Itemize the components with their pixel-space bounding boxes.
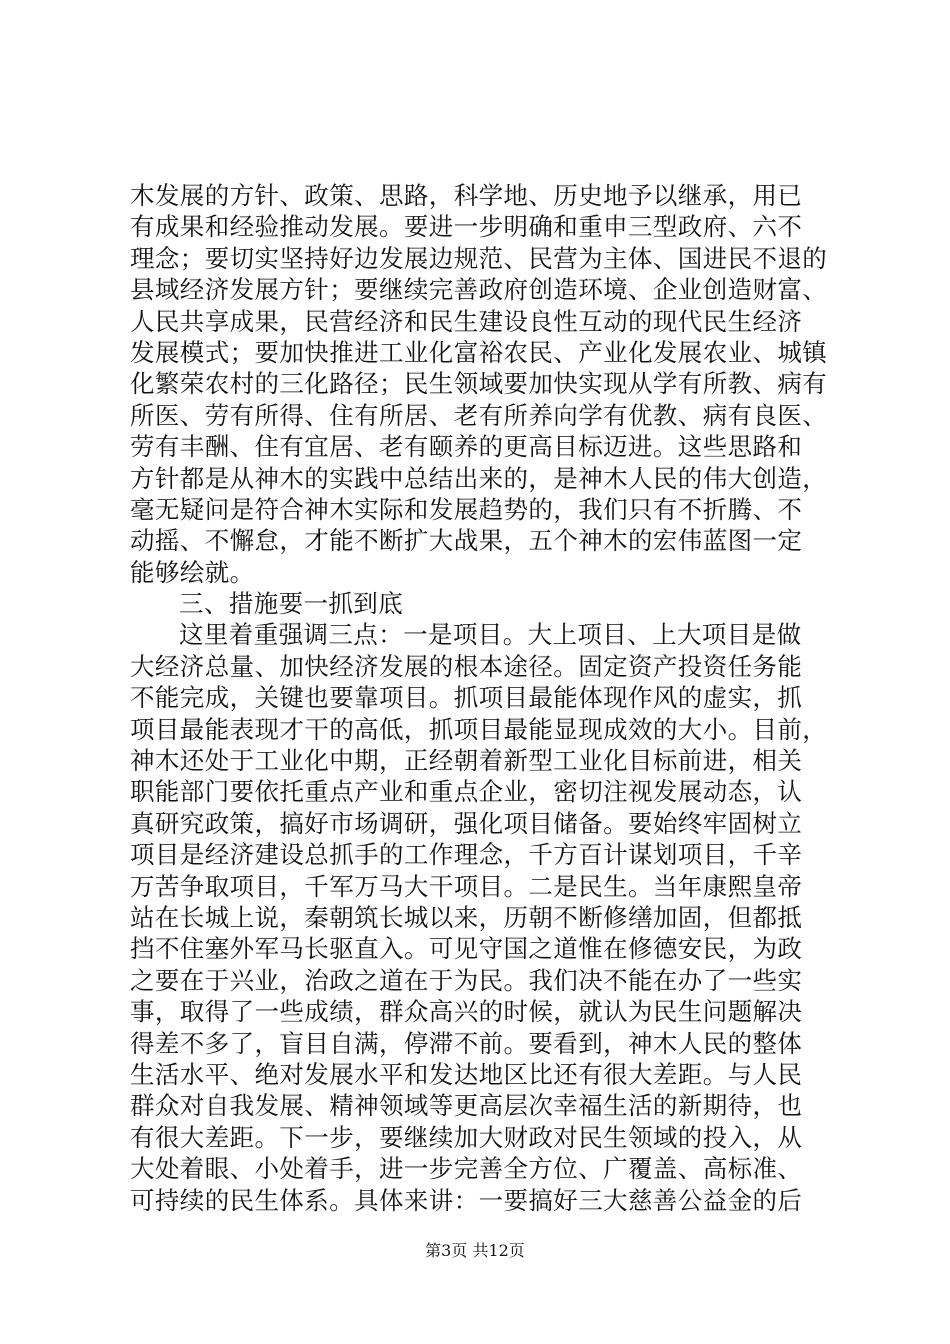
text-line: 发展模式；要加快推进工业化富裕农民、产业化发展农业、城镇	[130, 337, 828, 367]
text-line: 站在长城上说，秦朝筑长城以来，历朝不断修缮加固，但都抵	[130, 902, 803, 932]
text-line: 得差不多了，盲目自满，停滞不前。要看到，神木人民的整体	[130, 1028, 803, 1058]
text-line: 大处着眼、小处着手，进一步完善全方位、广覆盖、高标准、	[130, 1154, 803, 1184]
text-line: 有成果和经验推动发展。要进一步明确和重申三型政府、六不	[130, 212, 803, 242]
text-line: 化繁荣农村的三化路径；民生领域要加快实现从学有所教、病有	[130, 369, 828, 399]
text-line: 不能完成，关键也要靠项目。抓项目最能体现作风的虚实，抓	[130, 683, 803, 713]
text-line: 事，取得了一些成绩，群众高兴的时候，就认为民生问题解决	[130, 997, 803, 1027]
text-line: 职能部门要依托重点产业和重点企业，密切注视发展动态，认	[130, 777, 803, 807]
section-heading: 三、措施要一抓到底	[179, 589, 404, 619]
text-line: 理念；要切实坚持好边发展边规范、民营为主体、国进民不退的	[130, 243, 828, 273]
text-line: 木发展的方针、政策、思路，科学地、历史地予以继承，用已	[130, 181, 803, 210]
text-line: 项目最能表现才干的高低，抓项目最能显现成效的大小。目前，	[130, 714, 828, 744]
text-line: 大经济总量、加快经济发展的根本途径。固定资产投资任务能	[130, 651, 803, 681]
page-number-footer: 第3页 共12页	[425, 1241, 525, 1260]
text-line: 生活水平、绝对发展水平和发达地区比还有很大差距。与人民	[130, 1059, 803, 1089]
text-line: 群众对自我发展、精神领域等更高层次幸福生活的新期待，也	[130, 1091, 803, 1121]
text-line: 之要在于兴业，治政之道在于为民。我们决不能在办了一些实	[130, 965, 803, 995]
text-line: 能够绘就。	[130, 557, 255, 587]
text-line: 方针都是从神木的实践中总结出来的，是神木人民的伟大创造，	[130, 463, 828, 493]
text-line: 可持续的民生体系。具体来讲：一要搞好三大慈善公益金的后	[130, 1185, 803, 1215]
text-line: 劳有丰酬、住有宜居、老有颐养的更高目标迈进。这些思路和	[130, 432, 803, 462]
text-line: 动摇、不懈怠，才能不断扩大战果，五个神木的宏伟蓝图一定	[130, 526, 803, 556]
text-line: 神木还处于工业化中期，正经朝着新型工业化目标前进，相关	[130, 746, 803, 776]
text-line: 项目是经济建设总抓手的工作理念，千方百计谋划项目，千辛	[130, 840, 803, 870]
text-line: 有很大差距。下一步，要继续加大财政对民生领域的投入，从	[130, 1122, 803, 1152]
text-line: 所医、劳有所得、住有所居、老有所养向学有优教、病有良医、	[130, 400, 828, 430]
text-line: 人民共享成果，民营经济和民生建设良性互动的现代民生经济	[130, 306, 803, 336]
text-line: 毫无疑问是符合神木实际和发展趋势的，我们只有不折腾、不	[130, 494, 803, 524]
body-text	[130, 180, 830, 1216]
text-line: 县域经济发展方针；要继续完善政府创造环境、企业创造财富、	[130, 275, 828, 305]
text-line: 真研究政策，搞好市场调研，强化项目储备。要始终牢固树立	[130, 808, 803, 838]
text-line: 挡不住塞外军马长驱直入。可见守国之道惟在修德安民，为政	[130, 934, 803, 964]
paragraph-start-line: 这里着重强调三点：一是项目。大上项目、上大项目是做	[179, 620, 802, 650]
text-line: 万苦争取项目，千军万马大干项目。二是民生。当年康熙皇帝	[130, 871, 803, 901]
